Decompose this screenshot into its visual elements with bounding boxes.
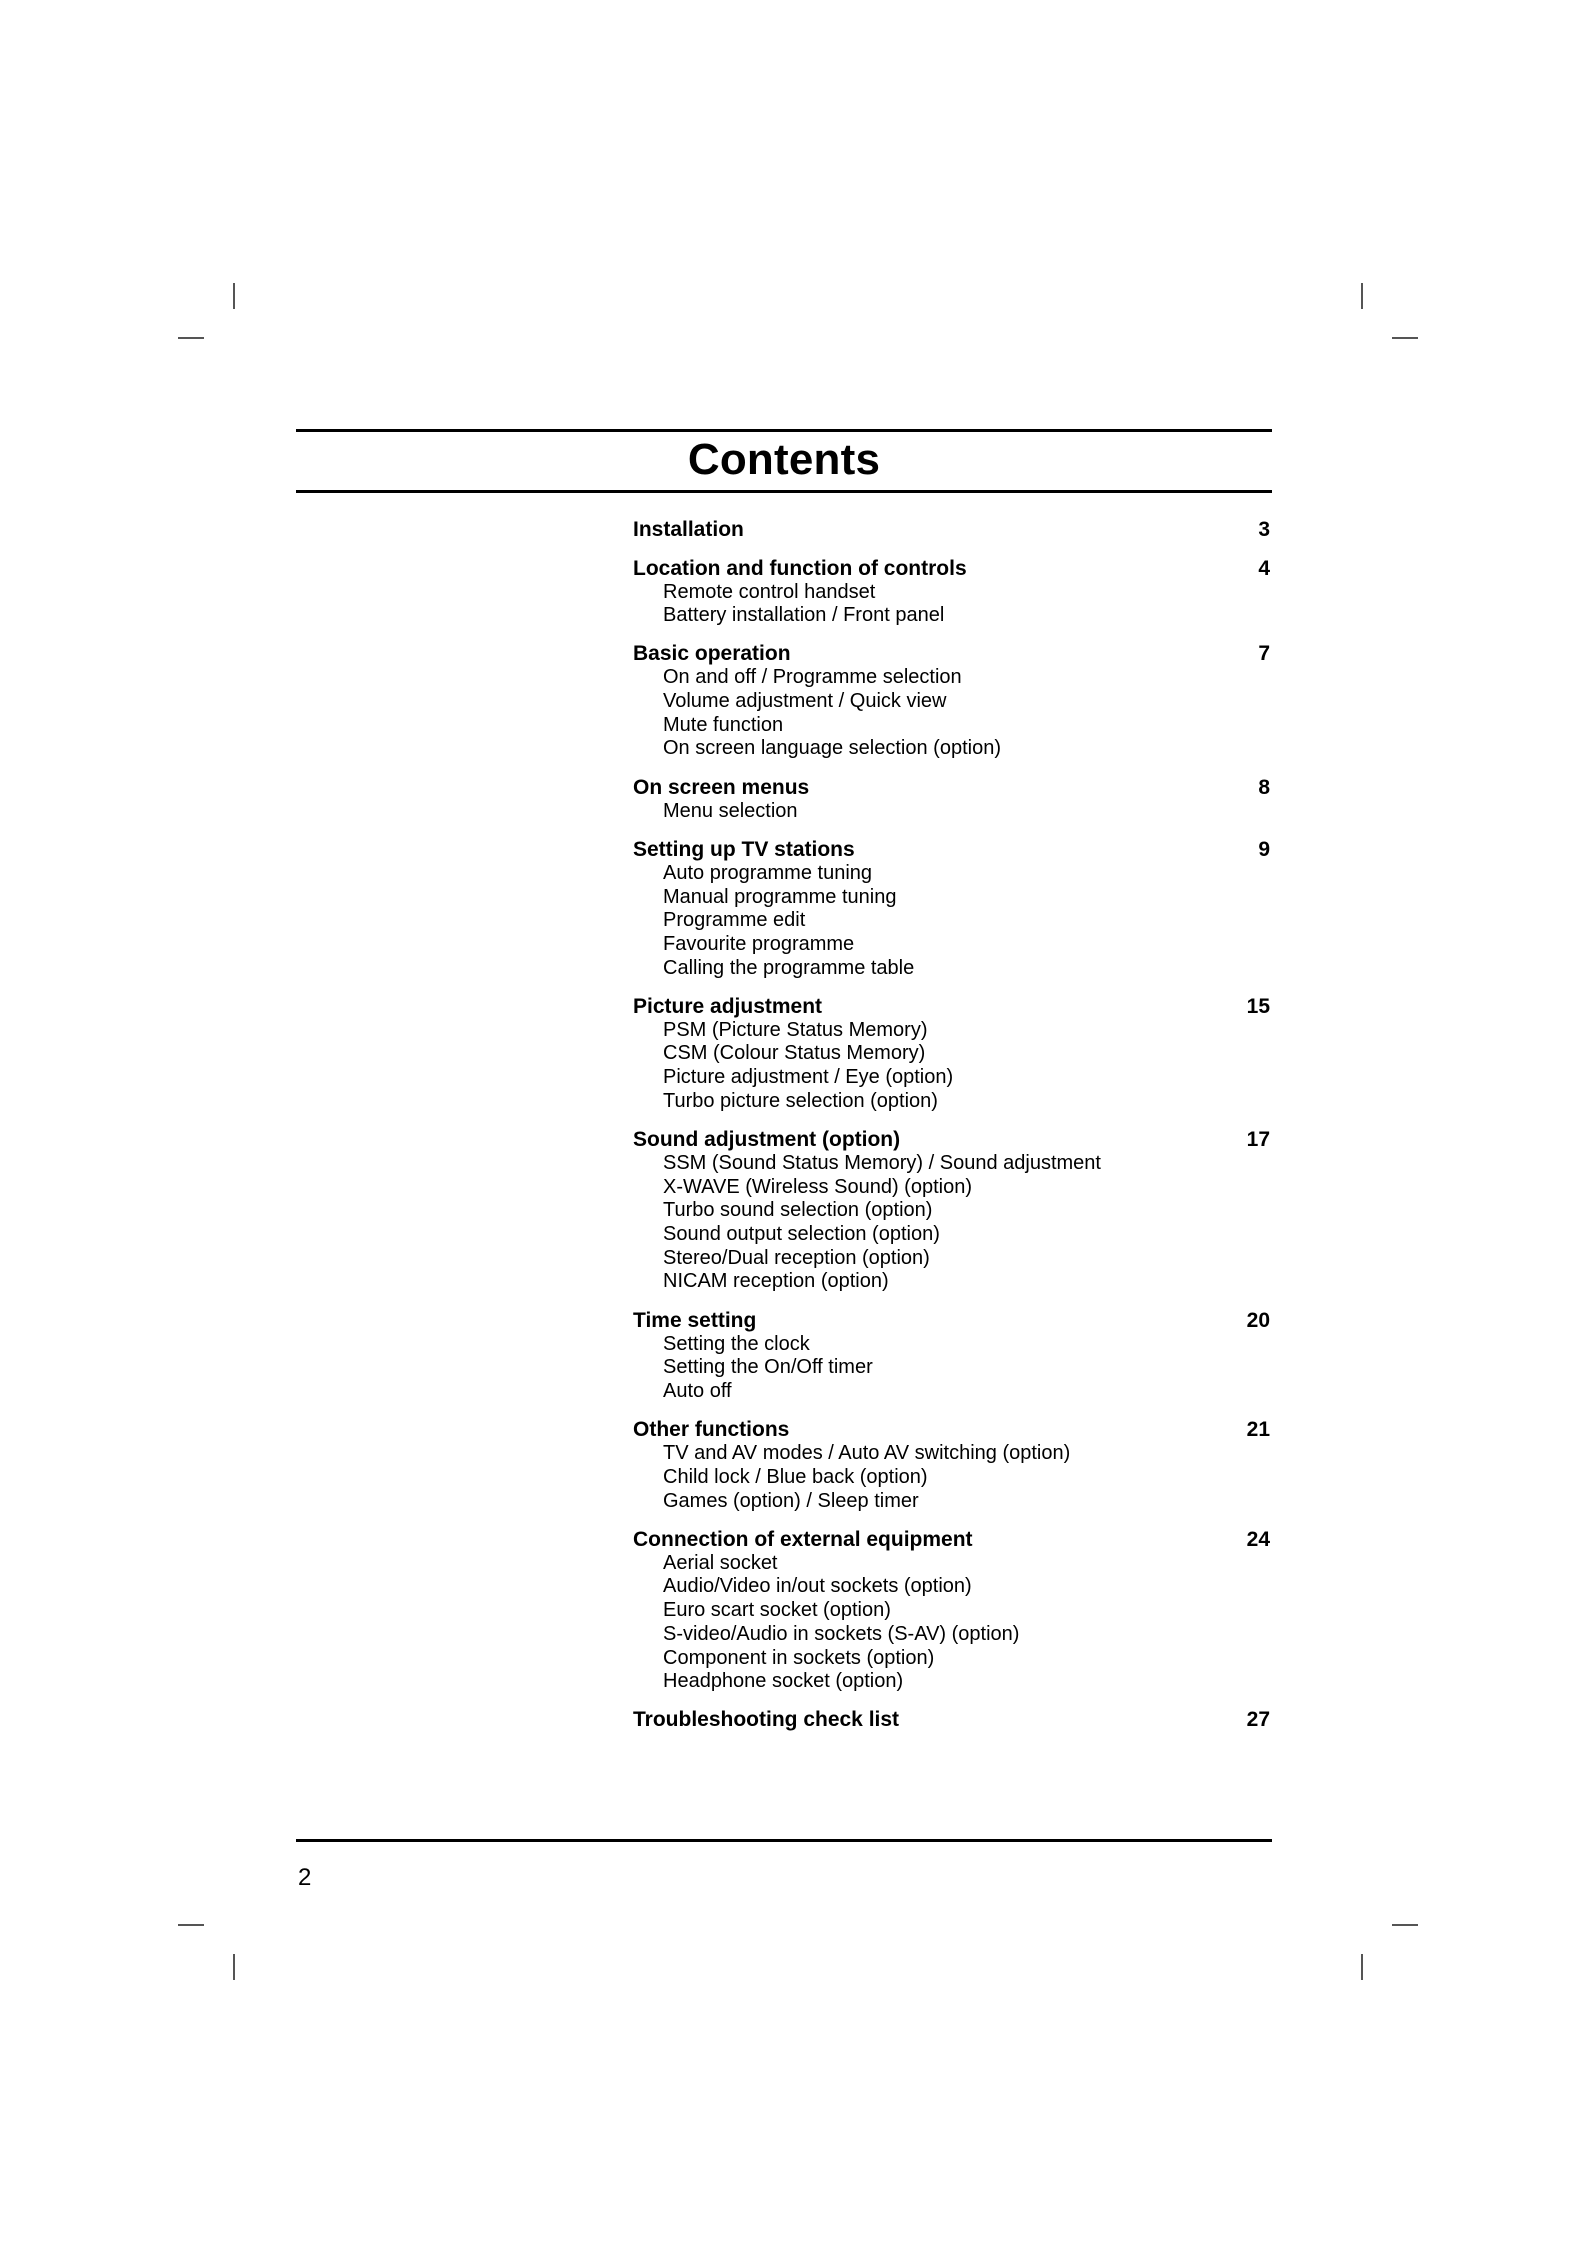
toc-section-heading: Location and function of controls bbox=[633, 556, 967, 580]
toc-section-heading-row bbox=[633, 776, 1273, 800]
toc-subitem: TV and AV modes / Auto AV switching (option) bbox=[663, 1442, 1071, 1465]
toc-section-heading: On screen menus bbox=[633, 775, 810, 799]
title-bottom-rule bbox=[296, 490, 1272, 493]
toc-section bbox=[633, 557, 1273, 628]
toc-subitem: Component in sockets (option) bbox=[663, 1646, 935, 1669]
crop-mark bbox=[233, 283, 235, 309]
toc-subitem: S-video/Audio in sockets (S-AV) (option) bbox=[663, 1622, 1020, 1645]
toc-subitem: Programme edit bbox=[663, 909, 806, 932]
toc-section-heading-row bbox=[633, 1708, 1273, 1732]
toc-page-number: 4 bbox=[1258, 556, 1270, 580]
toc-section-heading: Basic operation bbox=[633, 642, 791, 666]
toc-subitem: Games (option) / Sleep timer bbox=[663, 1489, 919, 1512]
toc-section-heading-row bbox=[633, 642, 1273, 666]
toc-section-heading: Troubleshooting check list bbox=[633, 1708, 900, 1732]
toc-section-heading: Setting up TV stations bbox=[633, 837, 855, 861]
toc-subitem: Remote control handset bbox=[663, 580, 876, 603]
toc-subitem: Menu selection bbox=[663, 799, 798, 822]
toc-page-number: 21 bbox=[1246, 1418, 1270, 1442]
toc-section bbox=[633, 1309, 1273, 1404]
toc-subitem: Battery installation / Front panel bbox=[663, 604, 945, 627]
toc-subitem: Setting the On/Off timer bbox=[663, 1356, 873, 1379]
toc-subitem: X-WAVE (Wireless Sound) (option) bbox=[663, 1175, 972, 1198]
toc-section-heading-row bbox=[633, 1528, 1273, 1552]
toc-subitem: Manual programme tuning bbox=[663, 885, 897, 908]
toc-section bbox=[633, 642, 1273, 761]
footer-rule bbox=[296, 1839, 1272, 1842]
toc-section-heading-row bbox=[633, 557, 1273, 581]
toc-section-heading-row bbox=[633, 518, 1273, 542]
toc-section bbox=[633, 776, 1273, 824]
toc-section bbox=[633, 518, 1273, 542]
crop-mark bbox=[1392, 337, 1418, 339]
toc-section-heading-row bbox=[633, 1128, 1273, 1152]
toc-subitem: Calling the programme table bbox=[663, 956, 915, 979]
toc-page-number: 15 bbox=[1246, 994, 1270, 1018]
toc-page-number: 7 bbox=[1258, 642, 1270, 666]
toc-subitem: Euro scart socket (option) bbox=[663, 1599, 891, 1622]
toc-section bbox=[633, 1128, 1273, 1294]
toc-section bbox=[633, 838, 1273, 980]
toc-subitem: Mute function bbox=[663, 713, 784, 736]
toc-subitem: PSM (Picture Status Memory) bbox=[663, 1018, 928, 1041]
crop-mark bbox=[233, 1954, 235, 1980]
toc-section-heading-row bbox=[633, 838, 1273, 862]
toc-subitem: Sound output selection (option) bbox=[663, 1223, 940, 1246]
toc-section-heading: Time setting bbox=[633, 1308, 757, 1332]
toc-subitem: On and off / Programme selection bbox=[663, 666, 962, 689]
page-number: 2 bbox=[298, 1864, 312, 1891]
toc-subitem: Volume adjustment / Quick view bbox=[663, 690, 947, 713]
toc-page-number: 3 bbox=[1258, 518, 1270, 541]
toc-section-heading: Picture adjustment bbox=[633, 994, 823, 1018]
toc-subitem: Stereo/Dual reception (option) bbox=[663, 1246, 930, 1269]
toc-subitem: Turbo picture selection (option) bbox=[663, 1089, 938, 1112]
crop-mark bbox=[178, 337, 204, 339]
toc-subitem: Turbo sound selection (option) bbox=[663, 1199, 933, 1222]
crop-mark bbox=[1392, 1924, 1418, 1926]
toc-section-heading: Other functions bbox=[633, 1418, 790, 1442]
toc-section-heading: Connection of external equipment bbox=[633, 1527, 973, 1551]
toc-subitem: Headphone socket (option) bbox=[663, 1670, 904, 1693]
toc-subitem: Favourite programme bbox=[663, 932, 855, 955]
toc-subitem: Setting the clock bbox=[663, 1332, 810, 1355]
toc-subitem: CSM (Colour Status Memory) bbox=[663, 1042, 926, 1065]
toc-section bbox=[633, 1528, 1273, 1694]
page-title: Contents bbox=[687, 435, 881, 484]
toc-section bbox=[633, 1418, 1273, 1513]
toc-page-number: 20 bbox=[1246, 1308, 1270, 1332]
toc-page-number: 27 bbox=[1246, 1708, 1270, 1732]
toc-subitem: NICAM reception (option) bbox=[663, 1270, 889, 1293]
toc-subitem: Aerial socket bbox=[663, 1551, 778, 1574]
toc-subitem: On screen language selection (option) bbox=[663, 737, 1001, 760]
toc-section-heading-row bbox=[633, 995, 1273, 1019]
toc-subitem: Picture adjustment / Eye (option) bbox=[663, 1066, 954, 1089]
toc-section-heading: Installation bbox=[633, 518, 744, 541]
toc-subitem: Auto programme tuning bbox=[663, 861, 873, 884]
toc-page-number: 8 bbox=[1258, 775, 1270, 799]
toc-subitem: Audio/Video in/out sockets (option) bbox=[663, 1575, 972, 1598]
toc-page-number: 9 bbox=[1258, 837, 1270, 861]
crop-mark bbox=[1361, 1954, 1363, 1980]
toc-section bbox=[633, 995, 1273, 1114]
toc-subitem: Auto off bbox=[663, 1380, 732, 1402]
toc-section-heading-row bbox=[633, 1309, 1273, 1333]
toc-subitem: Child lock / Blue back (option) bbox=[663, 1465, 928, 1488]
crop-mark bbox=[178, 1924, 204, 1926]
toc-section-heading-row bbox=[633, 1418, 1273, 1442]
toc-page-number: 17 bbox=[1246, 1128, 1270, 1151]
toc-subitem: SSM (Sound Status Memory) / Sound adjustment bbox=[663, 1152, 1101, 1174]
toc-section-heading: Sound adjustment (option) bbox=[633, 1128, 901, 1151]
crop-mark bbox=[1361, 283, 1363, 309]
toc-section bbox=[633, 1708, 1273, 1732]
toc-page-number: 24 bbox=[1246, 1527, 1270, 1551]
table-of-contents bbox=[633, 518, 1273, 1747]
